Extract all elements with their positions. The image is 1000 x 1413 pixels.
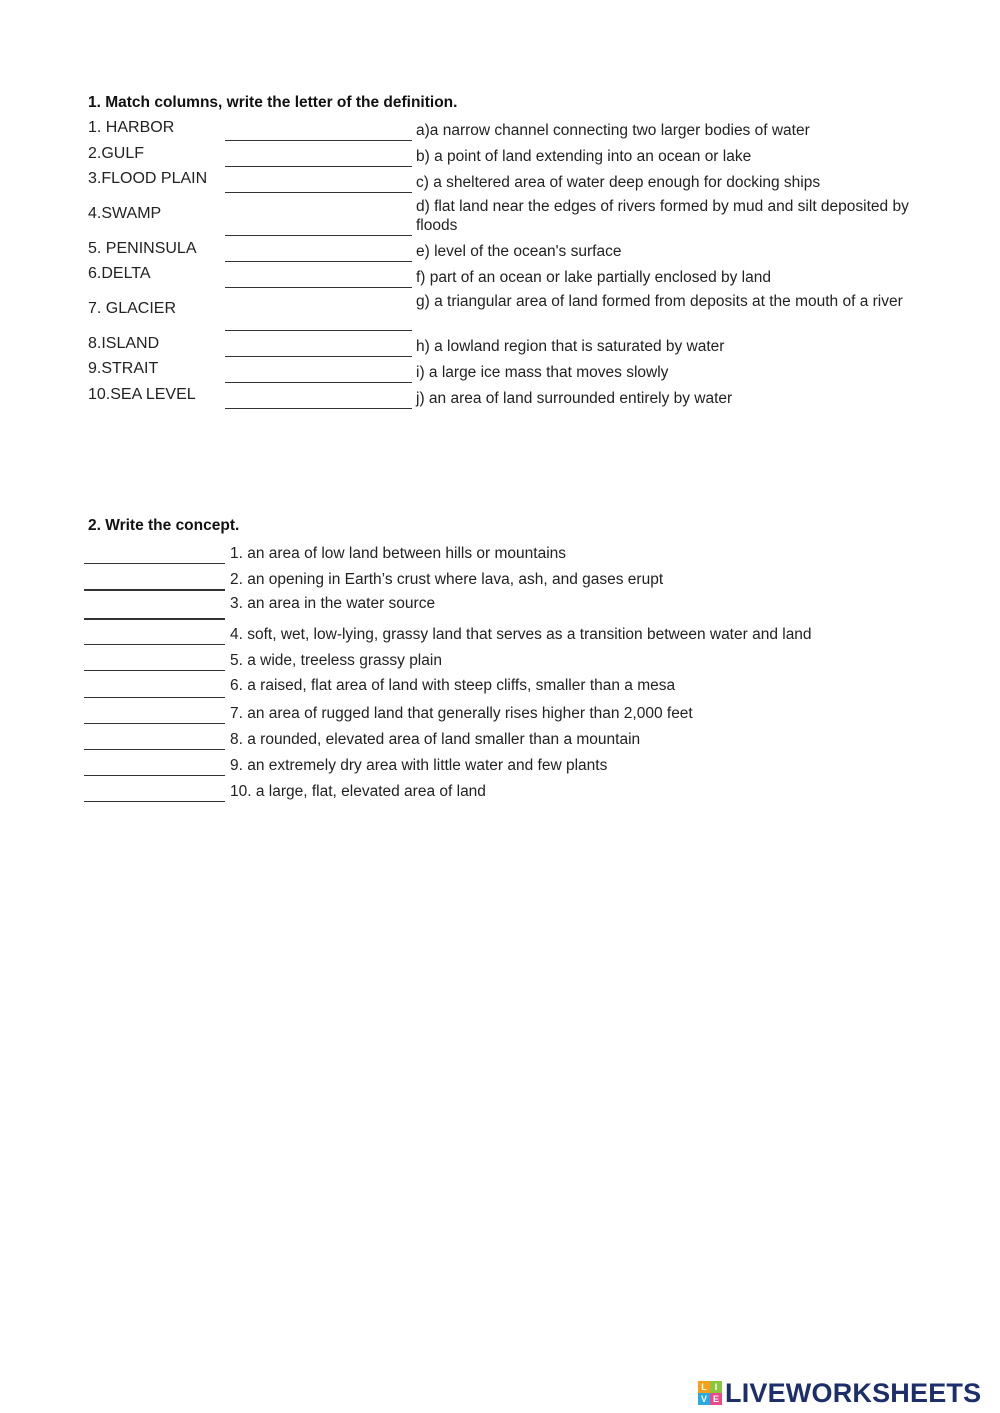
answer-input-1[interactable] [225, 124, 412, 141]
answer-input-7[interactable] [225, 314, 412, 331]
term-flood-plain: 3.FLOOD PLAIN [88, 170, 208, 187]
definition-g: g) a triangular area of land formed from deposits at the mouth of a river [416, 293, 903, 310]
concept-clue-4: 4. soft, wet, low-lying, grassy land that serves as a transition between water and land [230, 626, 812, 643]
term-delta: 6.DELTA [88, 265, 151, 282]
concept-clue-3: 3. an area in the water source [230, 595, 436, 612]
liveworksheets-logo-text: LIVEWORKSHEETS [725, 1377, 982, 1408]
concept-input-7[interactable] [84, 707, 225, 724]
term-sea-level: 10.SEA LEVEL [88, 386, 196, 403]
concept-clue-8: 8. a rounded, elevated area of land smaller than a mountain [230, 731, 641, 748]
definition-i: i) a large ice mass that moves slowly [416, 364, 669, 381]
definition-e: e) level of the ocean's surface [416, 243, 622, 260]
concept-clue-10: 10. a large, flat, elevated area of land [230, 783, 486, 800]
concept-clue-9: 9. an extremely dry area with little water and few plants [230, 757, 608, 774]
term-gulf: 2.GULF [88, 145, 145, 162]
logo-cell-l: L [698, 1381, 710, 1393]
answer-input-5[interactable] [225, 245, 412, 262]
concept-clue-7: 7. an area of rugged land that generally rises higher than 2,000 feet [230, 705, 693, 722]
term-peninsula: 5. PENINSULA [88, 240, 197, 257]
definition-b: b) a point of land extending into an ocean or lake [416, 148, 752, 165]
answer-input-8[interactable] [225, 340, 412, 357]
definition-f: f) part of an ocean or lake partially enclosed by land [416, 269, 771, 286]
logo-cell-e: E [710, 1393, 722, 1405]
logo-cell-i: I [710, 1381, 722, 1393]
liveworksheets-logo-icon [698, 1381, 722, 1405]
concept-input-9[interactable] [84, 759, 225, 776]
logo-cell-v: V [698, 1393, 710, 1405]
answer-input-6[interactable] [225, 271, 412, 288]
definition-c: c) a sheltered area of water deep enough for docking ships [416, 174, 821, 191]
concept-clue-6: 6. a raised, flat area of land with steep cliffs, smaller than a mesa [230, 677, 676, 694]
answer-input-4[interactable] [225, 219, 412, 236]
concept-clue-1: 1. an area of low land between hills or mountains [230, 545, 567, 562]
term-glacier: 7. GLACIER [88, 300, 177, 317]
definition-h: h) a lowland region that is saturated by water [416, 338, 725, 355]
definition-j: j) an area of land surrounded entirely by water [416, 390, 733, 407]
answer-input-9[interactable] [225, 366, 412, 383]
concept-clue-5: 5. a wide, treeless grassy plain [230, 652, 442, 669]
concept-input-6[interactable] [84, 681, 225, 698]
concept-clue-2: 2. an opening in Earth’s crust where lava, ash, and gases erupt [230, 571, 664, 588]
concept-input-10[interactable] [84, 785, 225, 802]
definition-a: a)a narrow channel connecting two larger bodies of water [416, 122, 810, 139]
concept-input-8[interactable] [84, 733, 225, 750]
term-strait: 9.STRAIT [88, 360, 159, 377]
answer-input-10[interactable] [225, 392, 412, 409]
liveworksheets-logo [698, 1378, 981, 1408]
term-swamp: 4.SWAMP [88, 205, 162, 222]
term-harbor: 1. HARBOR [88, 119, 175, 136]
concept-input-5[interactable] [84, 654, 225, 671]
section2-heading: 2. Write the concept. [88, 517, 240, 534]
section1-heading: 1. Match columns, write the letter of the definition. [88, 94, 458, 111]
concept-input-3[interactable] [84, 602, 225, 620]
concept-input-4[interactable] [84, 628, 225, 645]
answer-input-3[interactable] [225, 176, 412, 193]
answer-input-2[interactable] [225, 150, 412, 167]
definition-d: d) flat land near the edges of rivers formed by mud and silt deposited by floods [416, 198, 909, 234]
term-island: 8.ISLAND [88, 335, 160, 352]
concept-input-1[interactable] [84, 547, 225, 564]
concept-input-2[interactable] [84, 573, 225, 591]
